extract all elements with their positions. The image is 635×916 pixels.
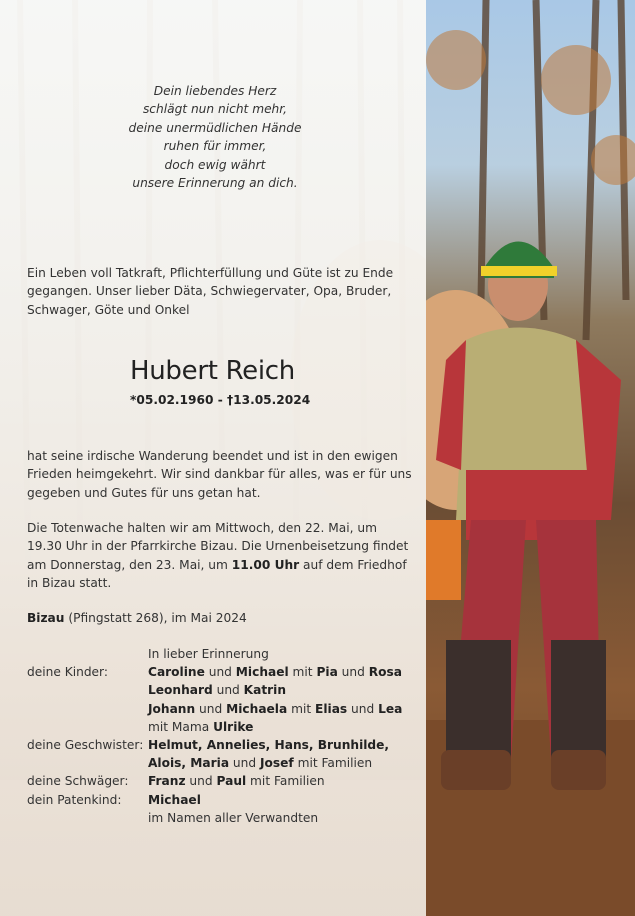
relative-name: Paul <box>216 774 247 789</box>
funeral-text: Die Totenwache halten wir am Mittwoch, den 22. Mai, um 19.30 Uhr in der Pfarrkirche Bizau. Die Urnenbeisetzung findet am Donnerstag, den 23. Mai, um <box>27 521 409 572</box>
family-names <box>148 772 325 790</box>
connector-text: und <box>195 701 227 716</box>
relative-name: Pia <box>316 665 338 680</box>
family-row-children <box>27 700 402 718</box>
relative-name: Helmut, Annelies, Hans, Brunhilde, <box>148 738 390 753</box>
connector-text: mit Mama <box>148 719 214 734</box>
family-names <box>148 791 201 809</box>
relative-name: Franz <box>148 774 186 789</box>
family-label-spacer <box>27 681 148 699</box>
family-row-children <box>27 718 402 736</box>
relative-name: Elias <box>315 701 348 716</box>
place-and-date <box>27 609 412 627</box>
verse-line: unsere Erinnerung an dich. <box>132 176 298 191</box>
burial-time: 11.00 Uhr <box>231 557 300 572</box>
connector-text: und <box>229 756 260 771</box>
connector-text: und <box>212 683 244 698</box>
family-row-children <box>27 681 402 699</box>
relative-name: Michael <box>235 665 289 680</box>
family-footer: im Namen aller Verwandten <box>148 810 319 825</box>
relative-name: Michaela <box>226 701 288 716</box>
family-label-spacer <box>27 700 148 718</box>
relative-name: Rosa <box>368 665 402 680</box>
verse-line: ruhen für immer, <box>163 139 267 154</box>
verse-line: schlägt nun nicht mehr, <box>142 102 288 117</box>
family-names <box>148 681 286 699</box>
relative-name: Johann <box>148 701 196 716</box>
relative-name: Josef <box>260 756 294 771</box>
family-names <box>148 736 389 754</box>
relative-name: Caroline <box>148 665 205 680</box>
family-header-row <box>27 645 402 663</box>
family-row-children <box>27 663 402 681</box>
family-label-spacer <box>27 809 148 827</box>
relative-name: Ulrike <box>213 719 254 734</box>
family-row-siblings <box>27 736 402 754</box>
family-label-siblings: deine Geschwister: <box>27 738 144 753</box>
memorial-verse <box>60 82 370 192</box>
deceased-name: Hubert Reich <box>130 356 295 386</box>
connector-text: mit Familien <box>293 756 373 771</box>
family-row-godchild <box>27 791 402 809</box>
family-label-godchild: dein Patenkind: <box>27 792 122 807</box>
verse-line: Dein liebendes Herz <box>153 84 277 98</box>
funeral-paragraph <box>27 519 412 593</box>
town-name: Bizau <box>27 611 65 625</box>
family-row-inlaws <box>27 772 402 790</box>
portrait-photo <box>426 0 635 916</box>
family-names <box>148 663 402 681</box>
connector-text: und <box>185 774 217 789</box>
family-names <box>148 718 253 736</box>
relative-name: Michael <box>148 792 201 807</box>
family-label-spacer <box>27 718 148 736</box>
connector-text: und <box>337 665 369 680</box>
verse-line: deine unermüdlichen Hände <box>128 120 302 135</box>
life-dates: *05.02.1960 - †13.05.2024 <box>130 393 311 407</box>
passing-text <box>27 447 412 502</box>
connector-text: mit <box>288 665 317 680</box>
family-names <box>148 700 402 718</box>
connector-text: mit Familien <box>246 774 325 789</box>
connector-text: mit <box>287 701 316 716</box>
relative-name: Leonhard <box>148 683 213 698</box>
family-list <box>27 645 402 827</box>
place-line <box>27 609 412 627</box>
address-date: (Pfingstatt 268), im Mai 2024 <box>64 611 247 625</box>
connector-text: und <box>347 701 379 716</box>
relative-name: Katrin <box>243 683 287 698</box>
connector-text: und <box>204 665 236 680</box>
family-row-siblings <box>27 754 402 772</box>
relative-name: Lea <box>378 701 403 716</box>
relative-name: Alois, Maria <box>148 756 230 771</box>
family-names <box>148 754 372 772</box>
family-label-children: deine Kinder: <box>27 665 108 680</box>
passing-paragraph: hat seine irdische Wanderung beendet und ist in den ewigen Frieden heimgekehrt. Wir sind dankbar für alles, was er für uns gegeben und Gutes für uns getan hat. <box>27 449 412 500</box>
funeral-text-end: auf dem Friedhof in Bizau statt. <box>27 557 407 591</box>
funeral-details <box>27 519 412 593</box>
verse-line: doch ewig währt <box>164 157 266 172</box>
family-label-spacer <box>27 754 148 772</box>
family-label-inlaws: deine Schwäger: <box>27 774 129 789</box>
intro-text: Ein Leben voll Tatkraft, Pflichterfüllung und Güte ist zu Ende gegangen. Unser lieber Däta, Schwiegervater, Opa, Bruder, Schwager, Göte und Onkel <box>27 266 394 317</box>
family-header: In lieber Erinnerung <box>148 647 269 661</box>
family-footer-row <box>27 809 402 827</box>
